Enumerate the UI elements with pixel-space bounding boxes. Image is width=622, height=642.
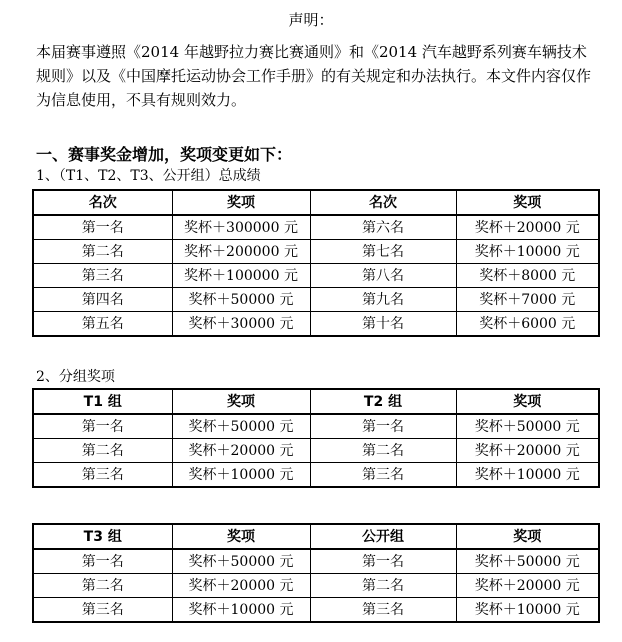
table-header-row <box>33 389 599 414</box>
table-cell: 奖杯＋10000 元 <box>456 240 599 264</box>
section-heading: 一、赛事奖金增加，奖项变更如下： <box>36 145 293 164</box>
table-cell: 第一名 <box>310 549 456 574</box>
header-cell: 奖项 <box>456 524 599 549</box>
table-cell: 第一名 <box>33 414 172 439</box>
table-cell: 第八名 <box>310 264 456 288</box>
table-cell: 奖杯＋30000 元 <box>172 312 310 337</box>
table-cell: 第二名 <box>33 240 172 264</box>
table-cell: 第三名 <box>310 463 456 488</box>
table-cell: 奖杯＋50000 元 <box>172 414 310 439</box>
header-cell: 奖项 <box>172 190 310 215</box>
table-header-row <box>33 190 599 215</box>
document-title: 声明： <box>288 11 334 29</box>
table-cell: 第一名 <box>33 549 172 574</box>
group-prize-table-t1-t2 <box>32 388 600 488</box>
table-cell: 奖杯＋50000 元 <box>456 549 599 574</box>
overall-prize-table <box>32 189 600 337</box>
table-row <box>33 574 599 598</box>
table-cell: 第七名 <box>310 240 456 264</box>
table-cell: 第三名 <box>33 463 172 488</box>
header-cell: T2 组 <box>310 389 456 414</box>
table-cell: 奖杯＋20000 元 <box>172 439 310 463</box>
table-cell: 奖杯＋50000 元 <box>172 288 310 312</box>
header-cell: T1 组 <box>33 389 172 414</box>
table-cell: 第二名 <box>310 574 456 598</box>
table-row <box>33 549 599 574</box>
table-cell: 第二名 <box>33 574 172 598</box>
table-cell: 第三名 <box>310 598 456 623</box>
table-cell: 第三名 <box>33 264 172 288</box>
table-cell: 第九名 <box>310 288 456 312</box>
table-cell: 第五名 <box>33 312 172 337</box>
table-cell: 奖杯＋100000 元 <box>172 264 310 288</box>
table-cell: 奖杯＋20000 元 <box>456 574 599 598</box>
table-cell: 第二名 <box>33 439 172 463</box>
table-cell: 奖杯＋10000 元 <box>456 463 599 488</box>
table-row <box>33 240 599 264</box>
table-header-row <box>33 524 599 549</box>
table-cell: 奖杯＋20000 元 <box>172 574 310 598</box>
table-cell: 奖杯＋10000 元 <box>456 598 599 623</box>
table-row <box>33 414 599 439</box>
header-cell: 名次 <box>310 190 456 215</box>
table-cell: 奖杯＋200000 元 <box>172 240 310 264</box>
header-cell: 公开组 <box>310 524 456 549</box>
table-cell: 奖杯＋50000 元 <box>172 549 310 574</box>
header-cell: 奖项 <box>172 524 310 549</box>
table-row <box>33 215 599 240</box>
table-row <box>33 598 599 623</box>
group-prize-table-t3-open <box>32 523 600 623</box>
table-cell: 奖杯＋20000 元 <box>456 215 599 240</box>
table-cell: 第十名 <box>310 312 456 337</box>
table-cell: 奖杯＋8000 元 <box>456 264 599 288</box>
table-cell: 第二名 <box>310 439 456 463</box>
table-cell: 第一名 <box>310 414 456 439</box>
table-cell: 奖杯＋6000 元 <box>456 312 599 337</box>
table-cell: 奖杯＋7000 元 <box>456 288 599 312</box>
table-row <box>33 264 599 288</box>
table-row <box>33 439 599 463</box>
group-caption: 2、分组奖项 <box>36 369 115 385</box>
table-cell: 第四名 <box>33 288 172 312</box>
header-cell: T3 组 <box>33 524 172 549</box>
table-cell: 奖杯＋10000 元 <box>172 598 310 623</box>
header-cell: 奖项 <box>456 389 599 414</box>
table-cell: 奖杯＋10000 元 <box>172 463 310 488</box>
table-cell: 第一名 <box>33 215 172 240</box>
table-cell: 奖杯＋20000 元 <box>456 439 599 463</box>
overall-caption: 1、（T1、T2、T3、公开组）总成绩 <box>36 168 261 184</box>
header-cell: 奖项 <box>456 190 599 215</box>
table-cell: 第六名 <box>310 215 456 240</box>
table-row <box>33 288 599 312</box>
table-cell: 第三名 <box>33 598 172 623</box>
table-row <box>33 312 599 337</box>
table-cell: 奖杯＋300000 元 <box>172 215 310 240</box>
table-row <box>33 463 599 488</box>
table-cell: 奖杯＋50000 元 <box>456 414 599 439</box>
header-cell: 名次 <box>33 190 172 215</box>
intro-paragraph: 本届赛事遵照《2014 年越野拉力赛比赛通则》和《2014 汽车越野系列赛车辆技术规则》以及《中国摩托运动协会工作手册》的有关规定和办法执行。本文件内容仅作为信息使用，不具有规则效力。 <box>36 43 592 109</box>
header-cell: 奖项 <box>172 389 310 414</box>
